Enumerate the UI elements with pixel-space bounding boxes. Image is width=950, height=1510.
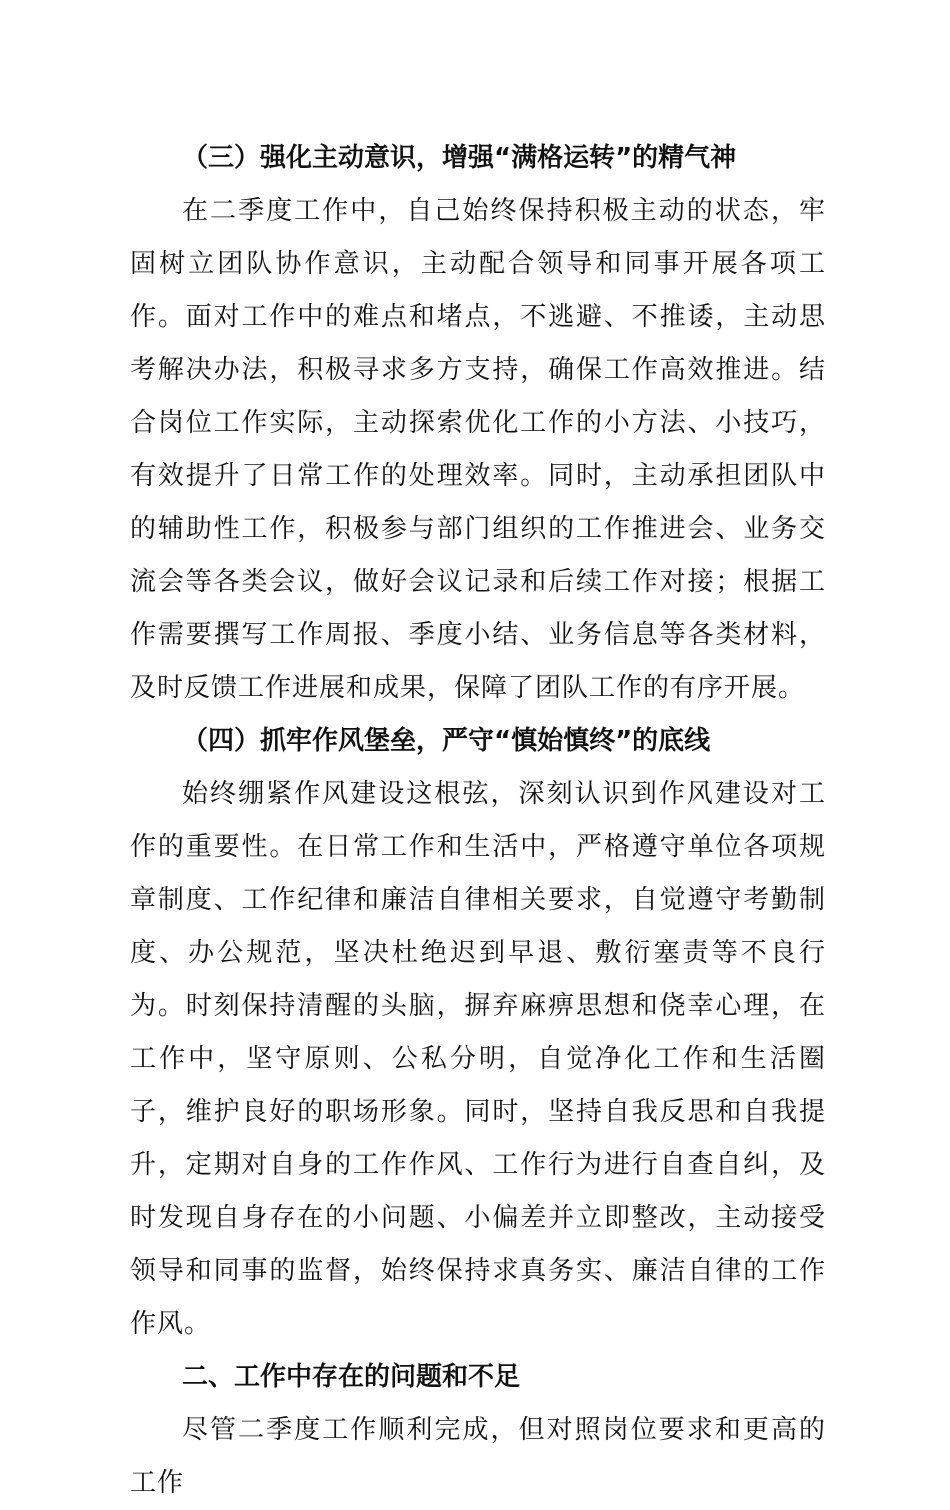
section-heading-4: （四）抓牢作风堡垒，严守“慎始慎终”的底线: [182, 726, 711, 756]
chapter-body-2: 尽管二季度工作顺利完成，但对照岗位要求和更高的工作: [130, 1415, 826, 1498]
chapter-heading-2: 二、工作中存在的问题和不足: [182, 1362, 521, 1392]
section-body-4: 始终绷紧作风建设这根弦，深刻认识到作风建设对工作的重要性。在日常工作和生活中，严格遵守单位各项规章制度、工作纪律和廉洁自律相关要求，自觉遵守考勤制度、办公规范，坚决杜绝迟到早退、敷衍塞责等不良行为。时刻保持清醒的头脑，摒弃麻痹思想和侥幸心理，在工作中，坚守原则、公私分明，自觉净化工作和生活圈子，维护良好的职场形象。同时，坚持自我反思和自我提升，定期对自身的工作作风、工作行为进行自查自纠，及时发现自身存在的小问题、小偏差并立即整改，主动接受领导和同事的监督，始终保持求真务实、廉洁自律的工作作风。: [130, 779, 826, 1339]
section-heading-3: （三）强化主动意识，增强“满格运转”的精气神: [182, 143, 737, 173]
section-body-3: 在二季度工作中，自己始终保持积极主动的状态，牢固树立团队协作意识，主动配合领导和同事开展各项工作。面对工作中的难点和堵点，不逃避、不推诿，主动思考解决办法，积极寻求多方支持，确保工作高效推进。结合岗位工作实际，主动探索优化工作的小方法、小技巧，有效提升了日常工作的处理效率。同时，主动承担团队中的辅助性工作，积极参与部门组织的工作推进会、业务交流会等各类会议，做好会议记录和后续工作对接；根据工作需要撰写工作周报、季度小结、业务信息等各类材料，及时反馈工作进展和成果，保障了团队工作的有序开展。: [130, 196, 826, 703]
document-content: [130, 132, 826, 1510]
